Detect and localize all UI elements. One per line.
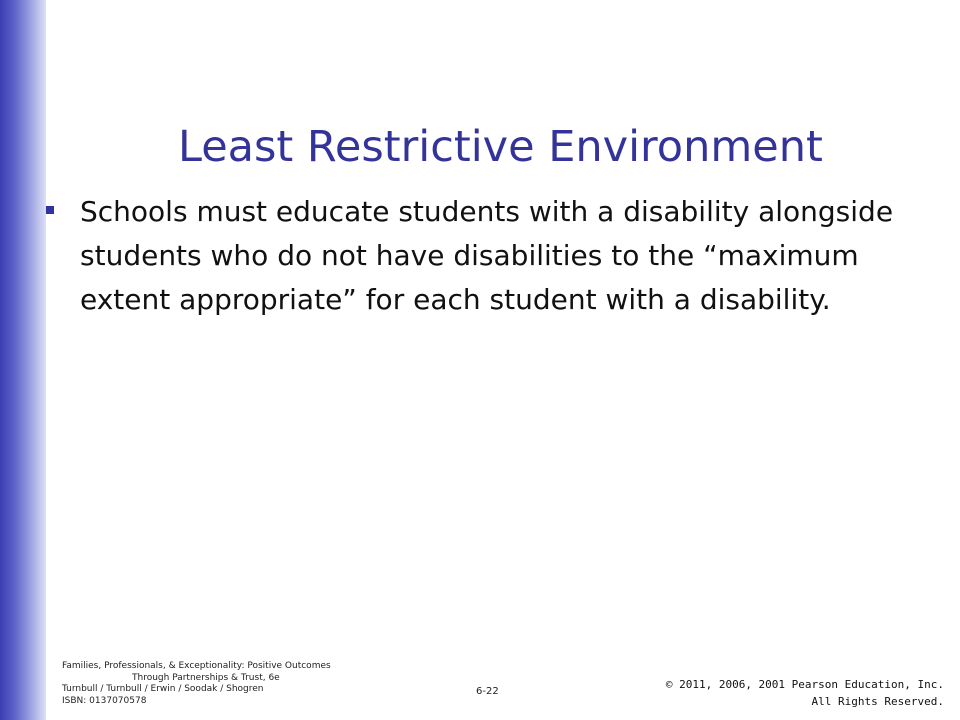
book-isbn-line: ISBN: 0137070578: [62, 695, 147, 706]
book-title-line: Families, Professionals, & Exceptionality: Positive Outcomes: [62, 661, 331, 671]
side-accent-bar: [0, 0, 46, 720]
rights-line: All Rights Reserved.: [811, 695, 944, 708]
copyright-line: © 2011, 2006, 2001 Pearson Education, Inc.: [665, 678, 944, 691]
square-bullet-icon: [46, 206, 54, 214]
book-citation: [62, 661, 382, 707]
bullet-text: Schools must educate students with a disability alongside students who do not have disabilities to the “maximum extent appropriate” for each student with a disability.: [80, 195, 894, 316]
book-authors-line: Turnbull / Turnbull / Erwin / Soodak / Shogren: [62, 684, 264, 694]
book-subtitle-line: Through Partnerships & Trust, 6e: [132, 672, 280, 683]
slide-number: 6-22: [476, 686, 499, 697]
slide-title: Least Restrictive Environment: [178, 122, 823, 172]
copyright-notice: [666, 676, 944, 710]
